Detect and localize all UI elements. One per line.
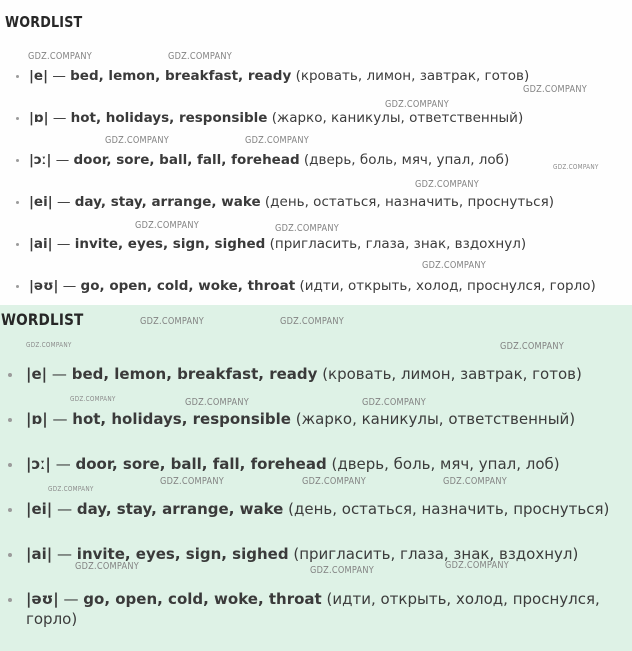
wordlist-item [16, 151, 626, 169]
bullet-icon [8, 553, 12, 557]
phoneme: |e| [26, 365, 48, 383]
wordlist-item [16, 277, 626, 295]
item-text [26, 544, 578, 564]
item-text [26, 454, 560, 474]
watermark: GDZ.COMPANY [48, 485, 94, 493]
phoneme: |ei| [29, 194, 53, 210]
phoneme: |ai| [29, 236, 53, 252]
watermark: GDZ.COMPANY [105, 135, 170, 146]
bullet-icon [8, 418, 12, 422]
watermark: GDZ.COMPANY [553, 163, 599, 171]
russian-translation: (дверь, боль, мяч, упал, лоб) [331, 455, 560, 473]
english-words: hot, holidays, responsible [70, 110, 268, 126]
watermark: GDZ.COMPANY [362, 397, 427, 408]
wordlist [16, 67, 626, 295]
watermark: GDZ.COMPANY [445, 560, 510, 571]
watermark: GDZ.COMPANY [415, 179, 480, 190]
bullet-icon [16, 243, 19, 246]
phoneme: |ɔː| [29, 152, 52, 168]
english-words: invite, eyes, sign, sighed [74, 236, 266, 252]
dash-separator: — [52, 110, 67, 126]
watermark: GDZ.COMPANY [523, 84, 588, 95]
russian-translation: (идти, открыть, холод, проснулся, горло) [299, 278, 596, 294]
english-words: day, stay, arrange, wake [74, 194, 261, 210]
bullet-icon [8, 508, 12, 512]
wordlist-item [8, 409, 624, 429]
watermark: GDZ.COMPANY [135, 220, 200, 231]
watermark: GDZ.COMPANY [140, 316, 205, 327]
dash-separator: — [55, 455, 71, 473]
english-words: bed, lemon, breakfast, ready [70, 68, 292, 84]
item-text [29, 235, 526, 253]
russian-translation: (дверь, боль, мяч, упал, лоб) [303, 152, 510, 168]
dash-separator: — [56, 236, 71, 252]
english-words: go, open, cold, woke, throat [80, 278, 296, 294]
wordlist [8, 364, 624, 629]
wordlist-item [8, 454, 624, 474]
dash-separator: — [51, 365, 67, 383]
page-title: WORDLIST [1, 310, 84, 329]
english-words: door, sore, ball, fall, forehead [75, 455, 327, 473]
phoneme: |ɔː| [26, 455, 51, 473]
bullet-icon [8, 373, 12, 377]
watermark: GDZ.COMPANY [160, 476, 225, 487]
wordlist-item [8, 499, 624, 519]
item-text [26, 364, 582, 384]
item-text [29, 277, 596, 295]
phoneme: |ai| [26, 545, 53, 563]
wordlist-item [16, 235, 626, 253]
dash-separator: — [63, 590, 79, 608]
page-title: WORDLIST [5, 13, 83, 31]
english-words: hot, holidays, responsible [72, 410, 291, 428]
bullet-icon [8, 598, 12, 602]
watermark: GDZ.COMPANY [500, 341, 565, 352]
bullet-icon [16, 117, 19, 120]
watermark: GDZ.COMPANY [245, 135, 310, 146]
item-text [26, 499, 609, 519]
english-words: day, stay, arrange, wake [76, 500, 284, 518]
item-text [29, 109, 523, 127]
russian-translation: (жарко, каникулы, ответственный) [295, 410, 576, 428]
wordlist-item [16, 109, 626, 127]
item-text [29, 67, 529, 85]
watermark: GDZ.COMPANY [28, 51, 93, 62]
watermark: GDZ.COMPANY [75, 561, 140, 572]
dash-separator: — [52, 68, 66, 84]
phoneme: |ei| [26, 500, 53, 518]
english-words: go, open, cold, woke, throat [83, 590, 322, 608]
wordlist-item [8, 364, 624, 384]
dash-separator: — [57, 545, 73, 563]
dash-separator: — [56, 194, 71, 210]
phoneme: |ɒ| [26, 410, 48, 428]
russian-translation: (пригласить, глаза, знак, вздохнул) [293, 545, 579, 563]
watermark: GDZ.COMPANY [302, 476, 367, 487]
item-text [26, 589, 624, 629]
wordlist-section-top [0, 0, 632, 305]
russian-translation: (кровать, лимон, завтрак, готов) [295, 68, 530, 84]
russian-translation: (день, остаться, назначить, проснуться) [288, 500, 610, 518]
item-text [26, 409, 575, 429]
english-words: door, sore, ball, fall, forehead [73, 152, 300, 168]
watermark: GDZ.COMPANY [275, 223, 340, 234]
russian-translation: (день, остаться, назначить, проснуться) [264, 194, 554, 210]
watermark: GDZ.COMPANY [70, 395, 116, 403]
watermark: GDZ.COMPANY [280, 316, 345, 327]
bullet-icon [16, 75, 19, 78]
russian-translation: (идти, открыть, холод, проснулся, горло) [26, 590, 600, 628]
bullet-icon [16, 201, 19, 204]
bullet-icon [16, 285, 19, 288]
watermark: GDZ.COMPANY [443, 476, 508, 487]
wordlist-item [8, 544, 624, 564]
watermark: GDZ.COMPANY [385, 99, 450, 110]
wordlist-item [16, 67, 626, 85]
dash-separator: — [57, 500, 73, 518]
phoneme: |ɒ| [29, 110, 49, 126]
english-words: bed, lemon, breakfast, ready [71, 365, 318, 383]
bullet-icon [16, 159, 19, 162]
wordlist-section-bottom [0, 305, 632, 651]
watermark: GDZ.COMPANY [422, 260, 487, 271]
russian-translation: (кровать, лимон, завтрак, готов) [322, 365, 582, 383]
phoneme: |əʊ| [26, 590, 59, 608]
english-words: invite, eyes, sign, sighed [76, 545, 289, 563]
dash-separator: — [55, 152, 70, 168]
watermark: GDZ.COMPANY [168, 51, 233, 62]
watermark: GDZ.COMPANY [185, 397, 250, 408]
watermark: GDZ.COMPANY [26, 341, 72, 349]
wordlist-item [8, 589, 624, 629]
phoneme: |əʊ| [29, 278, 59, 294]
russian-translation: (жарко, каникулы, ответственный) [271, 110, 524, 126]
wordlist-item [16, 193, 626, 211]
watermark: GDZ.COMPANY [310, 565, 375, 576]
dash-separator: — [62, 278, 77, 294]
phoneme: |e| [29, 68, 49, 84]
item-text [29, 151, 509, 169]
dash-separator: — [52, 410, 68, 428]
bullet-icon [8, 463, 12, 467]
item-text [29, 193, 554, 211]
russian-translation: (пригласить, глаза, знак, вздохнул) [269, 236, 527, 252]
